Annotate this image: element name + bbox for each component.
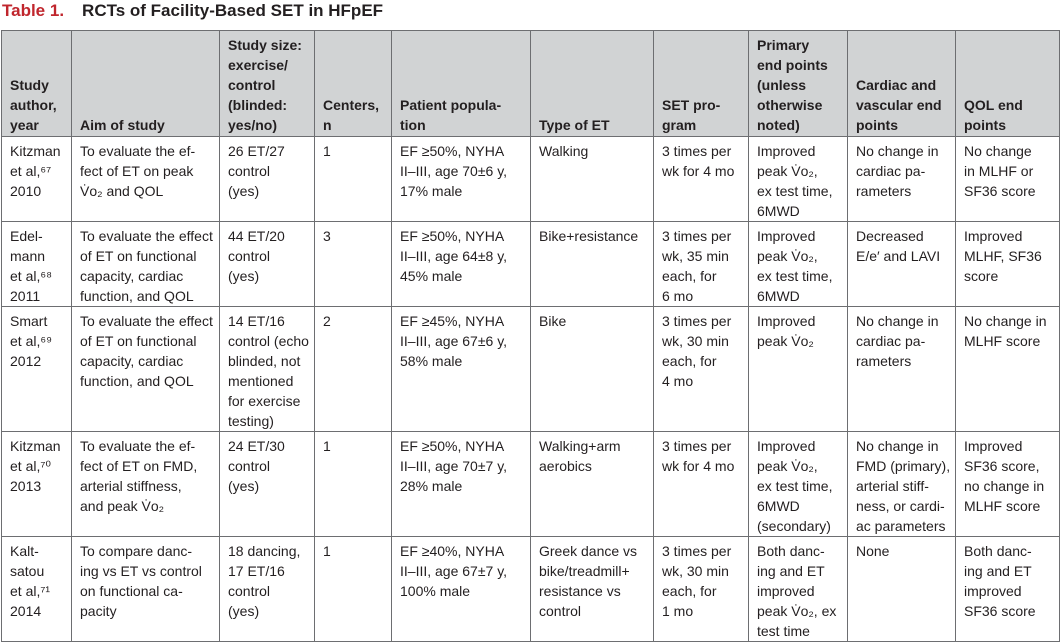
cell-type: Greek dance vs bike/treadmill+ resistance vs control bbox=[531, 537, 654, 642]
cell-study: Edel- mann et al,⁶⁸ 2011 bbox=[2, 222, 72, 307]
cell-cardiac: Decreased E/e′ and LAVI bbox=[848, 222, 956, 307]
cell-size: 44 ET/20 control (yes) bbox=[220, 222, 315, 307]
cell-aim: To evaluate the effect of ET on functional capacity, cardiac function, and QOL bbox=[72, 307, 220, 432]
cell-qol: Improved MLHF, SF36 score bbox=[956, 222, 1060, 307]
table-body bbox=[2, 137, 1060, 642]
cell-population: EF ≥50%, NYHA II–III, age 70±7 y, 28% male bbox=[392, 432, 531, 537]
cell-aim: To evaluate the ef- fect of ET on peak V̇o₂ and QOL bbox=[72, 137, 220, 222]
cell-study: Kitzman et al,⁶⁷ 2010 bbox=[2, 137, 72, 222]
cell-type: Bike bbox=[531, 307, 654, 432]
cell-qol: Improved SF36 score, no change in MLHF score bbox=[956, 432, 1060, 537]
header-row bbox=[2, 31, 1060, 137]
cell-program: 3 times per wk, 30 min each, for 4 mo bbox=[654, 307, 749, 432]
cell-centers: 1 bbox=[315, 432, 392, 537]
cell-population: EF ≥40%, NYHA II–III, age 67±7 y, 100% male bbox=[392, 537, 531, 642]
header-qol-end-points: QOL end points bbox=[956, 31, 1060, 137]
header-study-author-year: Study author, year bbox=[2, 31, 72, 137]
cell-aim: To compare danc- ing vs ET vs control on functional ca- pacity bbox=[72, 537, 220, 642]
cell-population: EF ≥45%, NYHA II–III, age 67±6 y, 58% male bbox=[392, 307, 531, 432]
cell-centers: 3 bbox=[315, 222, 392, 307]
header-patient-population: Patient popula- tion bbox=[392, 31, 531, 137]
table-caption bbox=[2, 1, 383, 21]
header-type-of-et: Type of ET bbox=[531, 31, 654, 137]
cell-cardiac: None bbox=[848, 537, 956, 642]
cell-study: Smart et al,⁶⁹ 2012 bbox=[2, 307, 72, 432]
cell-cardiac: No change in cardiac pa- rameters bbox=[848, 137, 956, 222]
cell-aim: To evaluate the ef- fect of ET on FMD, arterial stiffness, and peak V̇o₂ bbox=[72, 432, 220, 537]
cell-primary: Improved peak V̇o₂, ex test time, 6MWD bbox=[749, 137, 848, 222]
cell-type: Bike+resistance bbox=[531, 222, 654, 307]
cell-program: 3 times per wk, 30 min each, for 1 mo bbox=[654, 537, 749, 642]
header-study-size: Study size: exercise/ control (blinded: yes/no) bbox=[220, 31, 315, 137]
cell-size: 14 ET/16 control (echo blinded, not mentioned for exercise testing) bbox=[220, 307, 315, 432]
cell-qol: No change in MLHF score bbox=[956, 307, 1060, 432]
cell-primary: Improved peak V̇o₂, ex test time, 6MWD (secondary) bbox=[749, 432, 848, 537]
cell-primary: Improved peak V̇o₂, ex test time, 6MWD bbox=[749, 222, 848, 307]
rct-table bbox=[1, 30, 1060, 642]
cell-program: 3 times per wk for 4 mo bbox=[654, 137, 749, 222]
cell-centers: 2 bbox=[315, 307, 392, 432]
header-cardiac-vascular-end-points: Cardiac and vascular end points bbox=[848, 31, 956, 137]
table-row bbox=[2, 222, 1060, 307]
cell-population: EF ≥50%, NYHA II–III, age 70±6 y, 17% male bbox=[392, 137, 531, 222]
header-aim-of-study: Aim of study bbox=[72, 31, 220, 137]
cell-population: EF ≥50%, NYHA II–III, age 64±8 y, 45% male bbox=[392, 222, 531, 307]
table-title: RCTs of Facility-Based SET in HFpEF bbox=[82, 1, 384, 20]
table-row bbox=[2, 432, 1060, 537]
table-row bbox=[2, 137, 1060, 222]
header-primary-end-points: Primary end points (unless otherwise noted) bbox=[749, 31, 848, 137]
cell-qol: No change in MLHF or SF36 score bbox=[956, 137, 1060, 222]
cell-study: Kitzman et al,⁷⁰ 2013 bbox=[2, 432, 72, 537]
header-set-program: SET pro- gram bbox=[654, 31, 749, 137]
header-centers: Centers, n bbox=[315, 31, 392, 137]
cell-program: 3 times per wk, 35 min each, for 6 mo bbox=[654, 222, 749, 307]
cell-cardiac: No change in cardiac pa- rameters bbox=[848, 307, 956, 432]
cell-centers: 1 bbox=[315, 137, 392, 222]
cell-type: Walking+arm aerobics bbox=[531, 432, 654, 537]
cell-cardiac: No change in FMD (primary), arterial stiff- ness, or cardi- ac parameters bbox=[848, 432, 956, 537]
table-row bbox=[2, 537, 1060, 642]
cell-size: 24 ET/30 control (yes) bbox=[220, 432, 315, 537]
table-row bbox=[2, 307, 1060, 432]
cell-primary: Improved peak V̇o₂ bbox=[749, 307, 848, 432]
cell-study: Kalt- satou et al,⁷¹ 2014 bbox=[2, 537, 72, 642]
table-header bbox=[2, 31, 1060, 137]
cell-aim: To evaluate the effect of ET on functional capacity, cardiac function, and QOL bbox=[72, 222, 220, 307]
cell-centers: 1 bbox=[315, 537, 392, 642]
cell-qol: Both danc- ing and ET improved SF36 score bbox=[956, 537, 1060, 642]
cell-size: 26 ET/27 control (yes) bbox=[220, 137, 315, 222]
cell-primary: Both danc- ing and ET improved peak V̇o₂, ex test time bbox=[749, 537, 848, 642]
cell-type: Walking bbox=[531, 137, 654, 222]
cell-size: 18 dancing, 17 ET/16 control (yes) bbox=[220, 537, 315, 642]
table-number: Table 1. bbox=[2, 1, 65, 20]
cell-program: 3 times per wk for 4 mo bbox=[654, 432, 749, 537]
